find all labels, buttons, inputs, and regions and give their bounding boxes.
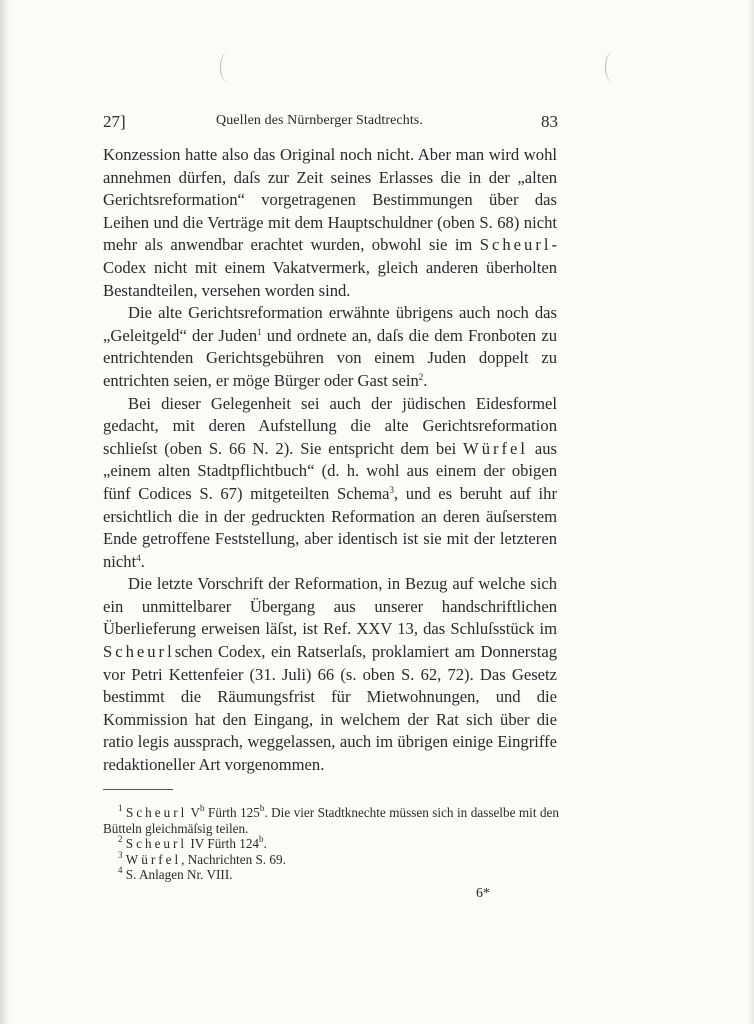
page-left-edge-shadow xyxy=(0,0,10,1024)
signature-mark: 6* xyxy=(476,886,490,901)
superscript-ref: 1 xyxy=(118,803,123,813)
text-run: , Nachrichten S. 69. xyxy=(181,851,286,867)
page-number: 83 xyxy=(541,112,558,131)
text-run: schen Codex, ein Ratserlaſs, proklamiert am Donnerstag vor Petri Kettenfeier (31. Juli) 66 (s. oben S. 62, 72). Das Gesetz bestimmt die Räumungsfrist für Mietwohnungen, und die Kommission hat den Eingang, in welchem der Rat sich über die ratio legis aussprach, weggelassen, auch im übrigen einige Eingriffe redaktioneller Art vorgenommen. xyxy=(103,642,557,775)
superscript-ref: 2 xyxy=(418,371,424,382)
text-run: , und es beruht auf ihr ersichtlich die in der gedruckten Reformation an deren äuſserstem Ende getroffene Feststellung, aber identisch ist sie mit der letzteren nicht xyxy=(103,483,557,571)
text-run: IV Fürth 124 xyxy=(187,836,260,851)
superscript-ref: 1 xyxy=(257,326,262,337)
punch-hole-mark-left xyxy=(220,52,235,82)
text-run: und ordnete an, daſs die dem Fronboten zu entrichtenden Gerichtsgebühren von einem Juden doppelt zu entrichten seien, er möge Bürger oder Gast sein xyxy=(103,325,558,390)
footnotes xyxy=(103,805,559,883)
page-right-edge-shadow xyxy=(748,0,754,1024)
footnote xyxy=(103,805,559,836)
running-title: Quellen des Nürnberger Stadtrechts. xyxy=(216,113,423,128)
superscript-ref: 2 xyxy=(118,834,123,844)
text-run: Die letzte Vorschrift der Reformation, in Bezug auf welche sich ein unmittelbarer Übergang aus unserer handschriftlichen Überlieferung erweisen läſst, ist Ref. XXV 13, das Schluſsstück im xyxy=(103,574,557,639)
text-run: . xyxy=(140,551,145,571)
text-run: -Codex nicht mit einem Vakatvermerk, gleich anderen überholten Bestandteilen, versehen worden sind. xyxy=(103,235,557,300)
superscript-ref: b xyxy=(200,803,205,813)
section-page-number: 27] xyxy=(103,112,126,131)
paragraph xyxy=(103,302,557,392)
paragraph xyxy=(103,144,557,302)
text-run: aus „einem alten Stadtpflichtbuch“ (d. h. wohl aus einem der obigen fünf Codices S. 67) mitgeteilten Schema xyxy=(103,438,557,503)
superscript-ref: b xyxy=(259,803,265,813)
text-run: . xyxy=(423,370,428,390)
footnote xyxy=(103,836,559,852)
superscript-ref: 3 xyxy=(118,849,123,860)
paragraph xyxy=(103,573,557,776)
superscript-ref: 4 xyxy=(136,552,141,563)
footnote-separator xyxy=(103,789,173,790)
running-header xyxy=(103,110,558,134)
footnote xyxy=(103,867,559,883)
text-run: Fürth 125 xyxy=(204,805,260,820)
punch-hole-mark-right xyxy=(605,52,620,82)
spaced-name: Scheurl xyxy=(479,235,552,255)
body-text xyxy=(103,144,557,777)
spaced-name: Würfel xyxy=(463,438,529,458)
text-run: . Die vier Stadtknechte müssen sich in dasselbe mit den Bütteln gleichmäſsig teilen. xyxy=(103,805,559,836)
text-run: Die alte Gerichtsreformation erwähnte übrigens auch noch das „Geleitgeld“ der Juden xyxy=(103,303,557,345)
spaced-name: Scheurl xyxy=(103,642,175,662)
text-run: V xyxy=(187,805,201,820)
superscript-ref: 4 xyxy=(118,865,123,875)
spaced-name: Würfel xyxy=(125,851,182,867)
paragraph xyxy=(103,393,557,574)
text-run: Bei dieser Gelegenheit sei auch der jüdischen Eidesformel gedacht, mit deren Aufstellung die alte Gerichtsreformation schlieſst (oben S. 66 N. 2). Sie entspricht dem bei xyxy=(103,393,557,458)
superscript-ref: b xyxy=(259,834,264,844)
superscript-ref: 3 xyxy=(389,484,394,495)
footnote xyxy=(103,849,559,868)
spaced-name: Scheurl xyxy=(125,805,188,820)
text-run: . xyxy=(263,836,267,851)
text-run: S. Anlagen Nr. VIII. xyxy=(122,867,233,882)
spaced-name: Scheurl xyxy=(125,836,188,851)
text-run: Konzession hatte also das Original noch nicht. Aber man wird wohl annehmen dürfen, daſs zur Zeit seines Erlasses die in der „alten Gerichtsreformation“ vorgetragenen Bestimmungen über das Leihen und die Verträge mit dem Hauptschuldner (oben S. 68) nicht mehr als anwendbar erachtet wurden, obwohl sie im xyxy=(103,145,557,255)
